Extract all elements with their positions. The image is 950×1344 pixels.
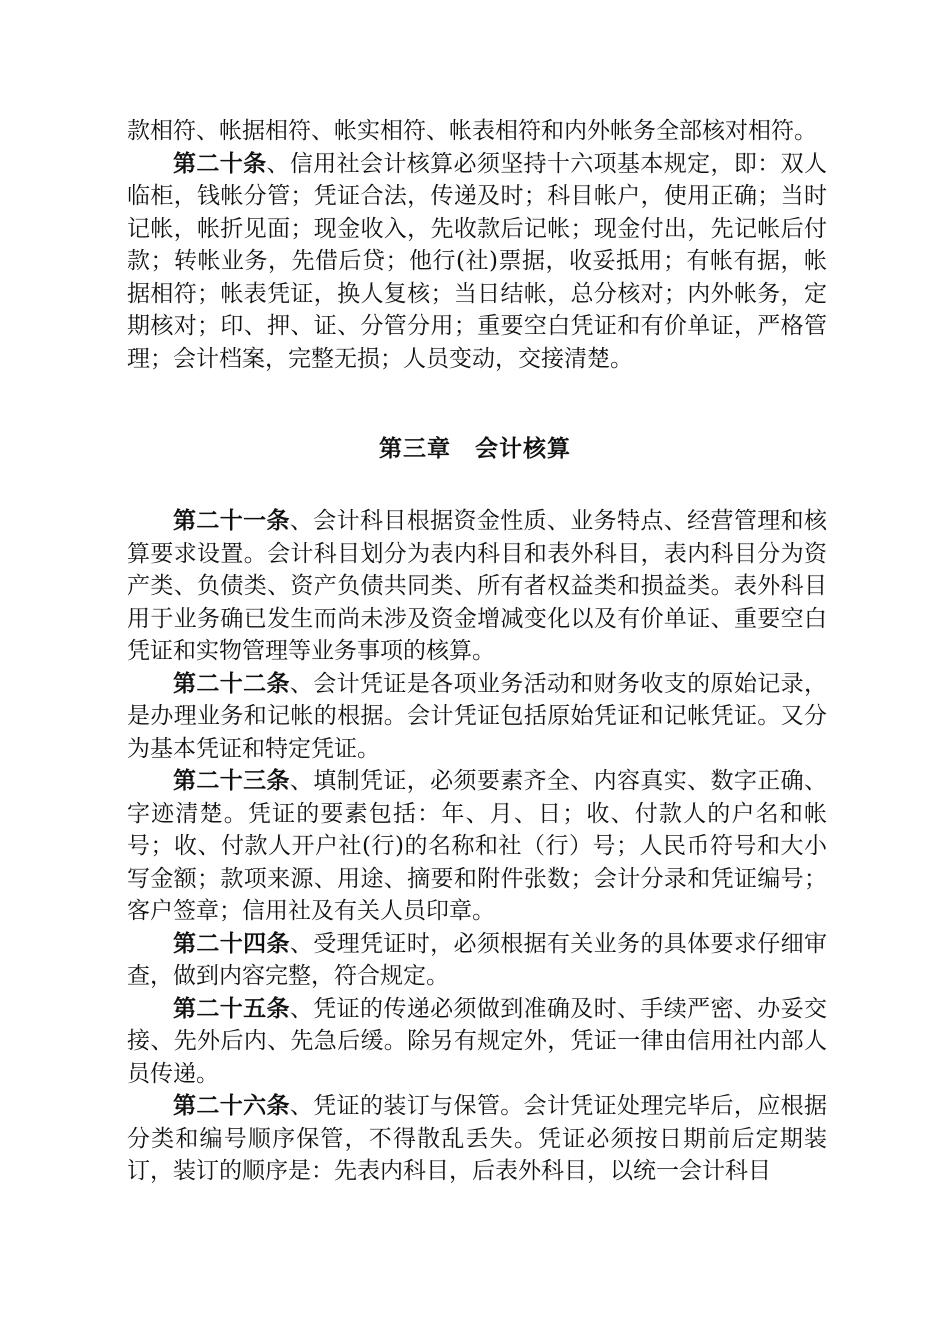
article-body: 、会计科目根据资金性质、业务特点、经营管理和核算要求设置。会计科目划分为表内科目和表外科目，表内科目分为资产类、负债类、资产负债共同类、所有者权益类和损益类。表外科目用于业务确已发生而尚未涉及资金增减变化以及有价单证、重要空白凭证和实物管理等业务事项的核算。 <box>127 508 828 664</box>
continuation-paragraph <box>127 115 827 148</box>
article-title: 第二十一条 <box>173 507 290 534</box>
article-body: 、凭证的传递必须做到准确及时、手续严密、办妥交接、先外后内、先急后缓。除另有规定外，凭证一律由信用社内部人员传递。 <box>127 995 828 1087</box>
article-26 <box>127 1090 827 1188</box>
article-title: 第二十二条 <box>173 669 290 697</box>
text-section-bottom <box>127 505 827 1188</box>
article-25 <box>127 993 827 1091</box>
article-title: 第二十四条 <box>173 929 290 957</box>
article-title: 第二十三条 <box>173 767 290 794</box>
article-21 <box>127 505 827 668</box>
article-title: 第二十条 <box>173 149 267 177</box>
article-body: 、填制凭证，必须要素齐全、内容真实、数字正确、字迹清楚。凭证的要素包括：年、月、日；收、付款人的户名和帐号；收、付款人开户社(行)的名称和社（行）号；人民币符号和大小写金额；款项来源、用途、摘要和附件张数；会计分录和凭证编号；客户签章；信用社及有关人员印章。 <box>127 768 828 924</box>
article-title: 第二十六条 <box>173 1092 290 1119</box>
paragraph-text: 款相符、帐据相符、帐实相符、帐表相符和内外帐务全部核对相符。 <box>127 118 817 144</box>
article-body: 、受理凭证时，必须根据有关业务的具体要求仔细审查，做到内容完整，符合规定。 <box>127 930 828 989</box>
text-section-top <box>127 115 827 375</box>
article-body: 、会计凭证是各项业务活动和财务收支的原始记录，是办理业务和记帐的根据。会计凭证包括原始凭证和记帐凭证。又分为基本凭证和特定凭证。 <box>127 670 828 762</box>
article-22 <box>127 668 827 766</box>
article-23 <box>127 765 827 928</box>
article-24 <box>127 928 827 993</box>
article-20 <box>127 148 827 376</box>
article-body: 、凭证的装订与保管。会计凭证处理完毕后，应根据分类和编号顺序保管，不得散乱丢失。凭证必须按日期前后定期装订，装订的顺序是：先表内科目，后表外科目，以统一会计科目 <box>127 1093 828 1184</box>
article-title: 第二十五条 <box>173 994 290 1022</box>
article-body: 、信用社会计核算必须坚持十六项基本规定，即：双人临柜，钱帐分管；凭证合法，传递及时；科目帐户，使用正确；当时记帐，帐折见面；现金收入，先收款后记帐；现金付出，先记帐后付款；转帐业务，先借后贷；他行(社)票据，收妥抵用；有帐有据，帐据相符；帐表凭证，换人复核；当日结帐，总分核对；内外帐务，定期核对；印、押、证、分管分用；重要空白凭证和有价单证，严格管理；会计档案，完整无损；人员变动，交接清楚。 <box>127 150 828 372</box>
chapter-heading: 第三章 会计核算 <box>379 435 571 462</box>
